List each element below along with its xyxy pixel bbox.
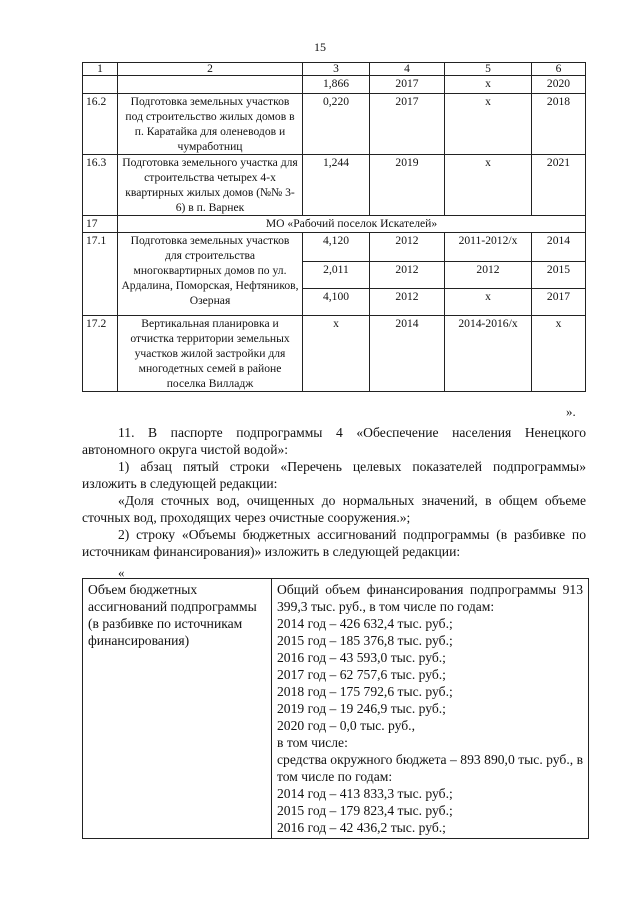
table-row — [83, 316, 586, 392]
budget-year-line: 2020 год – 0,0 тыс. руб., — [277, 718, 415, 733]
row-name: Вертикальная планировка и отчистка территории земельных участков жилой застройки для многодетных семей в районе поселка Вилладж — [118, 316, 303, 392]
budget-label: Объем бюджетных ассигнований подпрограммы (в разбивке по источникам финансирования) — [83, 579, 272, 839]
row-number: 17.1 — [83, 233, 118, 316]
opening-quote: « — [118, 565, 125, 580]
row-name: Подготовка земельных участков для строительства многоквартирных домов по ул. Ардалина, Поморская, Нефтяников, Озерная — [118, 233, 303, 316]
row-end-year: 2021 — [532, 155, 586, 216]
land-plots-table — [82, 62, 586, 392]
paragraph-item-1: 1) абзац пятый строки «Перечень целевых показателей подпрограммы» изложить в следующей редакции: — [82, 459, 586, 491]
row-period: х — [445, 94, 532, 155]
header-cell: 3 — [303, 63, 370, 76]
budget-year-line: 2017 год – 62 757,6 тыс. руб.; — [277, 667, 446, 682]
table-row — [83, 233, 586, 262]
row-year: 2017 — [370, 94, 445, 155]
row-period: 2012 — [445, 262, 532, 289]
row-area: х — [303, 316, 370, 392]
row-area: 1,866 — [303, 76, 370, 94]
table-header-row — [83, 63, 586, 76]
row-end-year: 2017 — [532, 289, 586, 316]
row-number: 16.2 — [83, 94, 118, 155]
row-area: 1,244 — [303, 155, 370, 216]
row-area: 2,011 — [303, 262, 370, 289]
table-row — [83, 76, 586, 94]
row-period: 2011-2012/х — [445, 233, 532, 262]
row-name — [118, 76, 303, 94]
row-area: 4,100 — [303, 289, 370, 316]
row-area: 4,120 — [303, 233, 370, 262]
row-end-year: 2018 — [532, 94, 586, 155]
row-end-year: х — [532, 316, 586, 392]
district-year-line: 2016 год – 42 436,2 тыс. руб.; — [277, 820, 446, 835]
row-year: 2012 — [370, 289, 445, 316]
row-end-year: 2020 — [532, 76, 586, 94]
paragraph-11: 11. В паспорте подпрограммы 4 «Обеспечение населения Ненецкого автономного округа чистой водой»: — [82, 425, 586, 457]
header-cell: 2 — [118, 63, 303, 76]
table-row — [83, 94, 586, 155]
row-end-year: 2015 — [532, 262, 586, 289]
section-title: МО «Рабочий поселок Искателей» — [118, 216, 586, 233]
closing-quote: ». — [566, 404, 576, 419]
paragraph-quote: «Доля сточных вод, очищенных до нормальных значений, в общем объеме сточных вод, проходящих через очистные сооружения.»; — [82, 493, 586, 525]
row-number: 16.3 — [83, 155, 118, 216]
budget-details — [272, 579, 589, 839]
row-name: Подготовка земельных участков под строительство жилых домов в п. Каратайка для оленеводов и чумработниц — [118, 94, 303, 155]
row-area: 0,220 — [303, 94, 370, 155]
table-row — [83, 579, 589, 839]
header-cell: 5 — [445, 63, 532, 76]
table-row — [83, 155, 586, 216]
paragraph-item-2: 2) строку «Объемы бюджетных ассигнований подпрограммы (в разбивке по источникам финансирования)» изложить в следующей редакции: — [82, 527, 586, 559]
row-period: х — [445, 289, 532, 316]
section-number: 17 — [83, 216, 118, 233]
budget-year-line: 2016 год – 43 593,0 тыс. руб.; — [277, 650, 446, 665]
page-number: 15 — [314, 40, 326, 54]
row-period: х — [445, 155, 532, 216]
budget-intro: Общий объем финансирования подпрограммы 913 399,3 тыс. руб., в том числе по годам: — [277, 582, 583, 614]
district-year-line: 2014 год – 413 833,3 тыс. руб.; — [277, 786, 453, 801]
row-year: 2017 — [370, 76, 445, 94]
header-cell: 4 — [370, 63, 445, 76]
header-cell: 6 — [532, 63, 586, 76]
district-year-line: 2015 год – 179 823,4 тыс. руб.; — [277, 803, 453, 818]
row-period: х — [445, 76, 532, 94]
row-year: 2019 — [370, 155, 445, 216]
row-year: 2012 — [370, 262, 445, 289]
budget-year-line: 2015 год – 185 376,8 тыс. руб.; — [277, 633, 453, 648]
budget-table — [82, 578, 589, 839]
budget-year-line: 2019 год – 19 246,9 тыс. руб.; — [277, 701, 446, 716]
row-year: 2014 — [370, 316, 445, 392]
row-number: 17.2 — [83, 316, 118, 392]
row-name: Подготовка земельного участка для строительства четырех 4-х квартирных жилых домов (№№ 3-6) в п. Варнек — [118, 155, 303, 216]
budget-including: в том числе: — [277, 735, 348, 750]
row-year: 2012 — [370, 233, 445, 262]
row-number — [83, 76, 118, 94]
budget-year-line: 2014 год – 426 632,4 тыс. руб.; — [277, 616, 453, 631]
section-row — [83, 216, 586, 233]
row-end-year: 2014 — [532, 233, 586, 262]
district-budget-intro: средства окружного бюджета – 893 890,0 тыс. руб., в том числе по годам: — [277, 752, 583, 784]
header-cell: 1 — [83, 63, 118, 76]
row-period: 2014-2016/х — [445, 316, 532, 392]
budget-year-line: 2018 год – 175 792,6 тыс. руб.; — [277, 684, 453, 699]
